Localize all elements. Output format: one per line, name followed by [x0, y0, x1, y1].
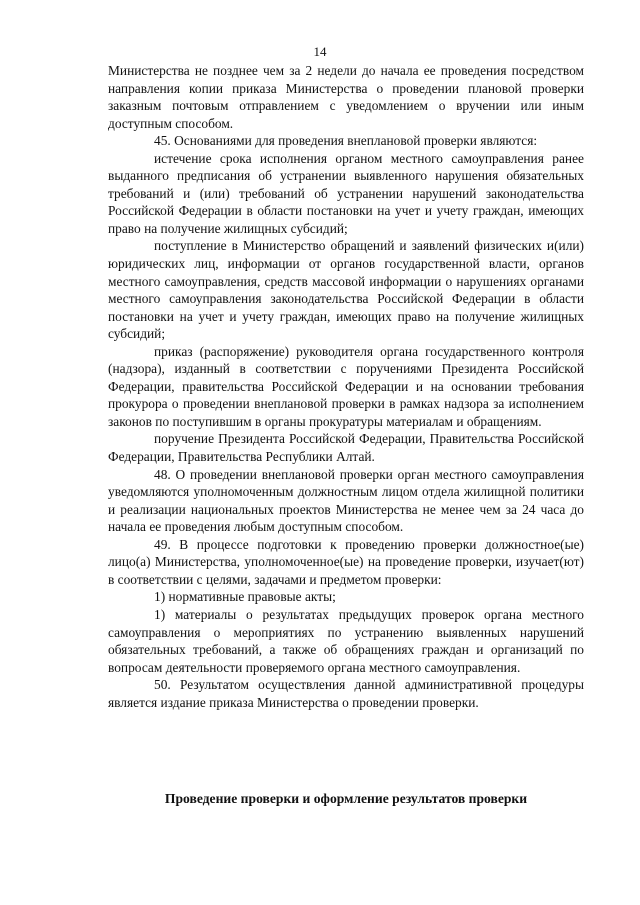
- paragraph-45-item-1: истечение срока исполнения органом местного самоуправления ранее выданного предписания об устранении выявленного нарушения обязательных требований и (или) требований об устранении нарушений законодательства Российской Федерации в области постановки на учет и учету граждан, имеющих право на получение жилищных субсидий;: [108, 150, 584, 236]
- paragraph-45-item-2: поступление в Министерство обращений и заявлений физических и(или) юридических лиц, информации от органов государственной власти, органов местного самоуправления, средств массовой информации о нарушениях органами местного самоуправления законодательства Российской Федерации в области постановки на учет и учету граждан, имеющих право на получение жилищных субсидий;: [108, 238, 584, 342]
- document-body: [108, 62, 584, 711]
- paragraph-45-item-4: поручение Президента Российской Федерации, Правительства Российской Федерации, Правительства Республики Алтай.: [108, 431, 584, 465]
- paragraph-45: 45. Основаниями для проведения внеплановой проверки являются:: [154, 133, 538, 149]
- paragraph-49-item-1: 1) нормативные правовые акты;: [154, 589, 336, 605]
- page-number: 14: [313, 44, 327, 59]
- paragraph-49-item-2: 1) материалы о результатах предыдущих проверок органа местного самоуправления о мероприятиях по устранению выявленных нарушений обязательных требований, а также об обращениях граждан и организаций по вопросам деятельности проверяемого органа местного самоуправления.: [108, 606, 584, 675]
- paragraph-1-continuation: Министерства не позднее чем за 2 недели до начала ее проведения посредством направления копии приказа Министерства о проведении плановой проверки заказным почтовым отправлением с уведомлением о вручении или иным доступным способом.: [108, 63, 584, 131]
- paragraph-48: 48. О проведении внеплановой проверки орган местного самоуправления уведомляются уполномоченным должностным лицом отдела жилищной политики и реализации национальных проектов Министерства не менее чем за 24 часа до начала ее проведения любым доступным способом.: [108, 466, 584, 535]
- paragraph-50: 50. Результатом осуществления данной административной процедуры является издание приказа Министерства о проведении проверки.: [108, 677, 584, 710]
- section-heading: Проведение проверки и оформление результатов проверки: [164, 791, 528, 806]
- paragraph-49: 49. В процессе подготовки к проведению проверки должностное(ые) лицо(а) Министерства, уполномоченное(ые) на проведение проверки, изучает(ют) в соответствии с целями, задачами и предметом проверки:: [108, 536, 584, 587]
- paragraph-45-item-3: приказ (распоряжение) руководителя органа государственного контроля (надзора), изданный в соответствии с поручениями Президента Российской Федерации, правительства Российской Федерации и на основании требования прокурора о проведении внеплановой проверки в рамках надзора за исполнением законов по поступившим в органы прокуратуры материалам и обращениям.: [108, 343, 584, 429]
